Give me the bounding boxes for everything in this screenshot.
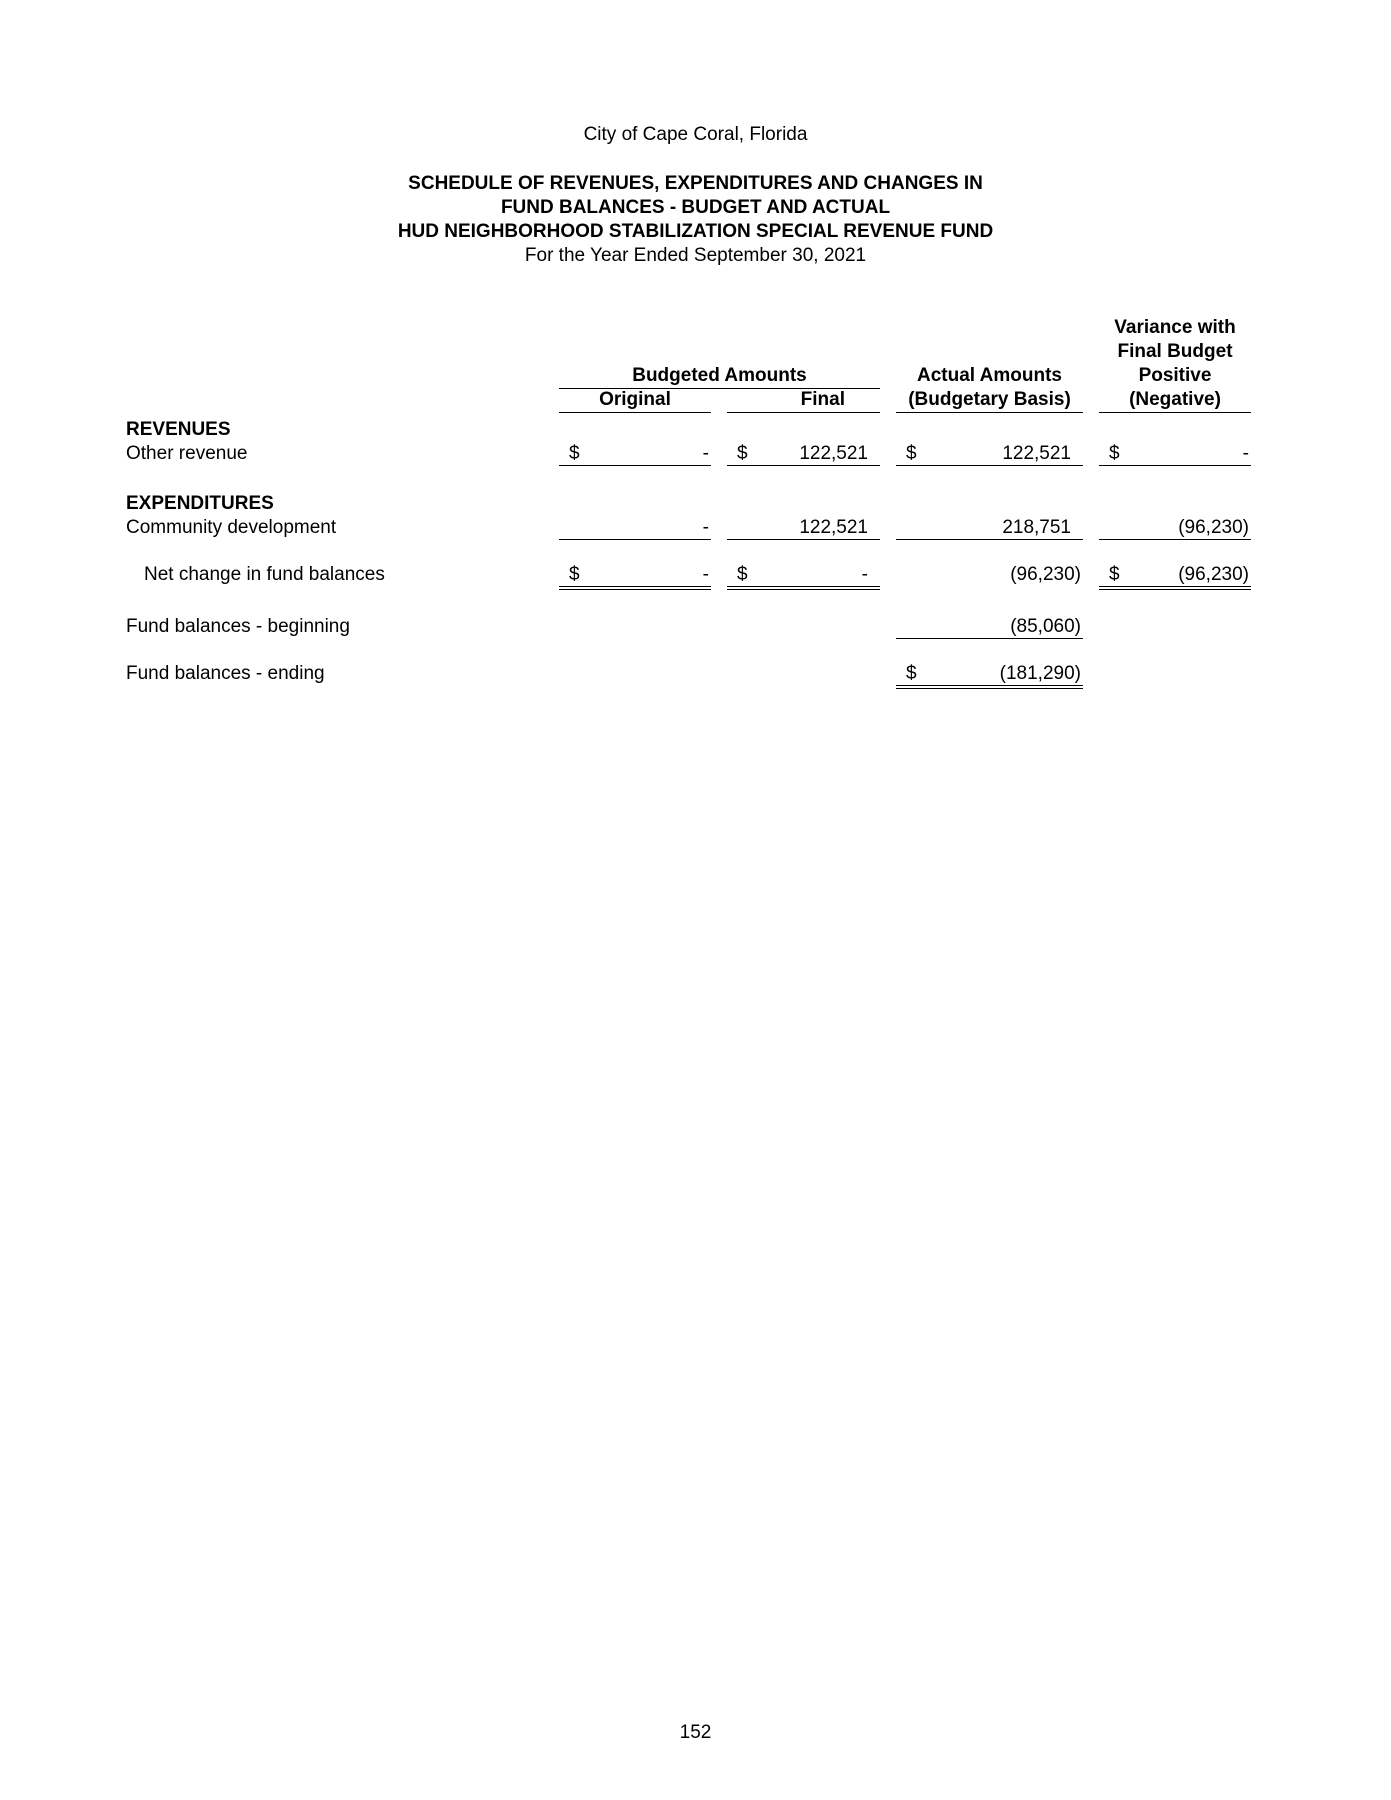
title-line-2: FUND BALANCES - BUDGET AND ACTUAL: [500, 197, 891, 218]
fund-balances-beginning-label: Fund balances - beginning: [126, 616, 350, 637]
variance-header-line3: Positive: [1138, 365, 1212, 386]
other-revenue-variance: [1099, 443, 1251, 466]
title-line-1: SCHEDULE OF REVENUES, EXPENDITURES AND CHANGES IN: [408, 173, 983, 194]
value: -: [702, 517, 709, 538]
fund-balances-ending-label: Fund balances - ending: [126, 663, 325, 684]
currency-symbol: $: [569, 443, 580, 464]
net-change-original: [559, 564, 711, 590]
net-change-variance: [1099, 564, 1251, 590]
net-change-label: Net change in fund balances: [144, 564, 385, 585]
value: 122,521: [799, 443, 868, 464]
value: 218,751: [1002, 517, 1071, 538]
other-revenue-final: [727, 443, 880, 466]
currency-symbol: $: [906, 663, 917, 684]
period: For the Year Ended September 30, 2021: [524, 245, 867, 266]
currency-symbol: $: [737, 443, 748, 464]
original-header: Original: [559, 388, 711, 413]
value: 122,521: [1002, 443, 1071, 464]
title-line-3: HUD NEIGHBORHOOD STABILIZATION SPECIAL REVENUE FUND: [397, 221, 994, 242]
value: (96,230): [1010, 564, 1081, 585]
community-development-actual: [896, 517, 1083, 540]
other-revenue-original: [559, 443, 711, 466]
expenditures-section-label: EXPENDITURES: [126, 493, 274, 514]
value: -: [1242, 443, 1249, 464]
actual-header-line2: (Budgetary Basis): [896, 388, 1083, 413]
value: -: [702, 564, 709, 585]
value: (85,060): [1010, 616, 1081, 637]
currency-symbol: $: [1109, 443, 1120, 464]
value: 122,521: [799, 517, 868, 538]
final-header-text: Final: [800, 389, 845, 410]
community-development-original: [559, 517, 711, 540]
value: (96,230): [1178, 564, 1249, 585]
value: (181,290): [999, 663, 1081, 684]
value: -: [702, 443, 709, 464]
other-revenue-actual: [896, 443, 1083, 466]
community-development-variance: [1099, 517, 1251, 540]
revenues-section-label: REVENUES: [126, 419, 231, 440]
net-change-final: [727, 564, 880, 590]
budgeted-amounts-header: Budgeted Amounts: [559, 364, 880, 389]
value: -: [861, 564, 868, 585]
page-number: 152: [679, 1722, 712, 1743]
fund-balances-ending-actual: [896, 663, 1083, 689]
final-header: [727, 388, 880, 413]
currency-symbol: $: [906, 443, 917, 464]
other-revenue-label: Other revenue: [126, 443, 248, 464]
entity-name: City of Cape Coral, Florida: [583, 124, 808, 145]
value: (96,230): [1178, 517, 1249, 538]
currency-symbol: $: [569, 564, 580, 585]
community-development-final: [727, 517, 880, 540]
fund-balances-beginning-actual: [896, 616, 1083, 639]
net-change-actual: [896, 564, 1083, 586]
actual-header-line1: Actual Amounts: [917, 365, 1062, 386]
variance-header-line4: (Negative): [1099, 388, 1251, 413]
variance-header-line2: Final Budget: [1117, 341, 1233, 362]
currency-symbol: $: [1109, 564, 1120, 585]
community-development-label: Community development: [126, 517, 337, 538]
variance-header-line1: Variance with: [1114, 317, 1236, 338]
currency-symbol: $: [737, 564, 748, 585]
